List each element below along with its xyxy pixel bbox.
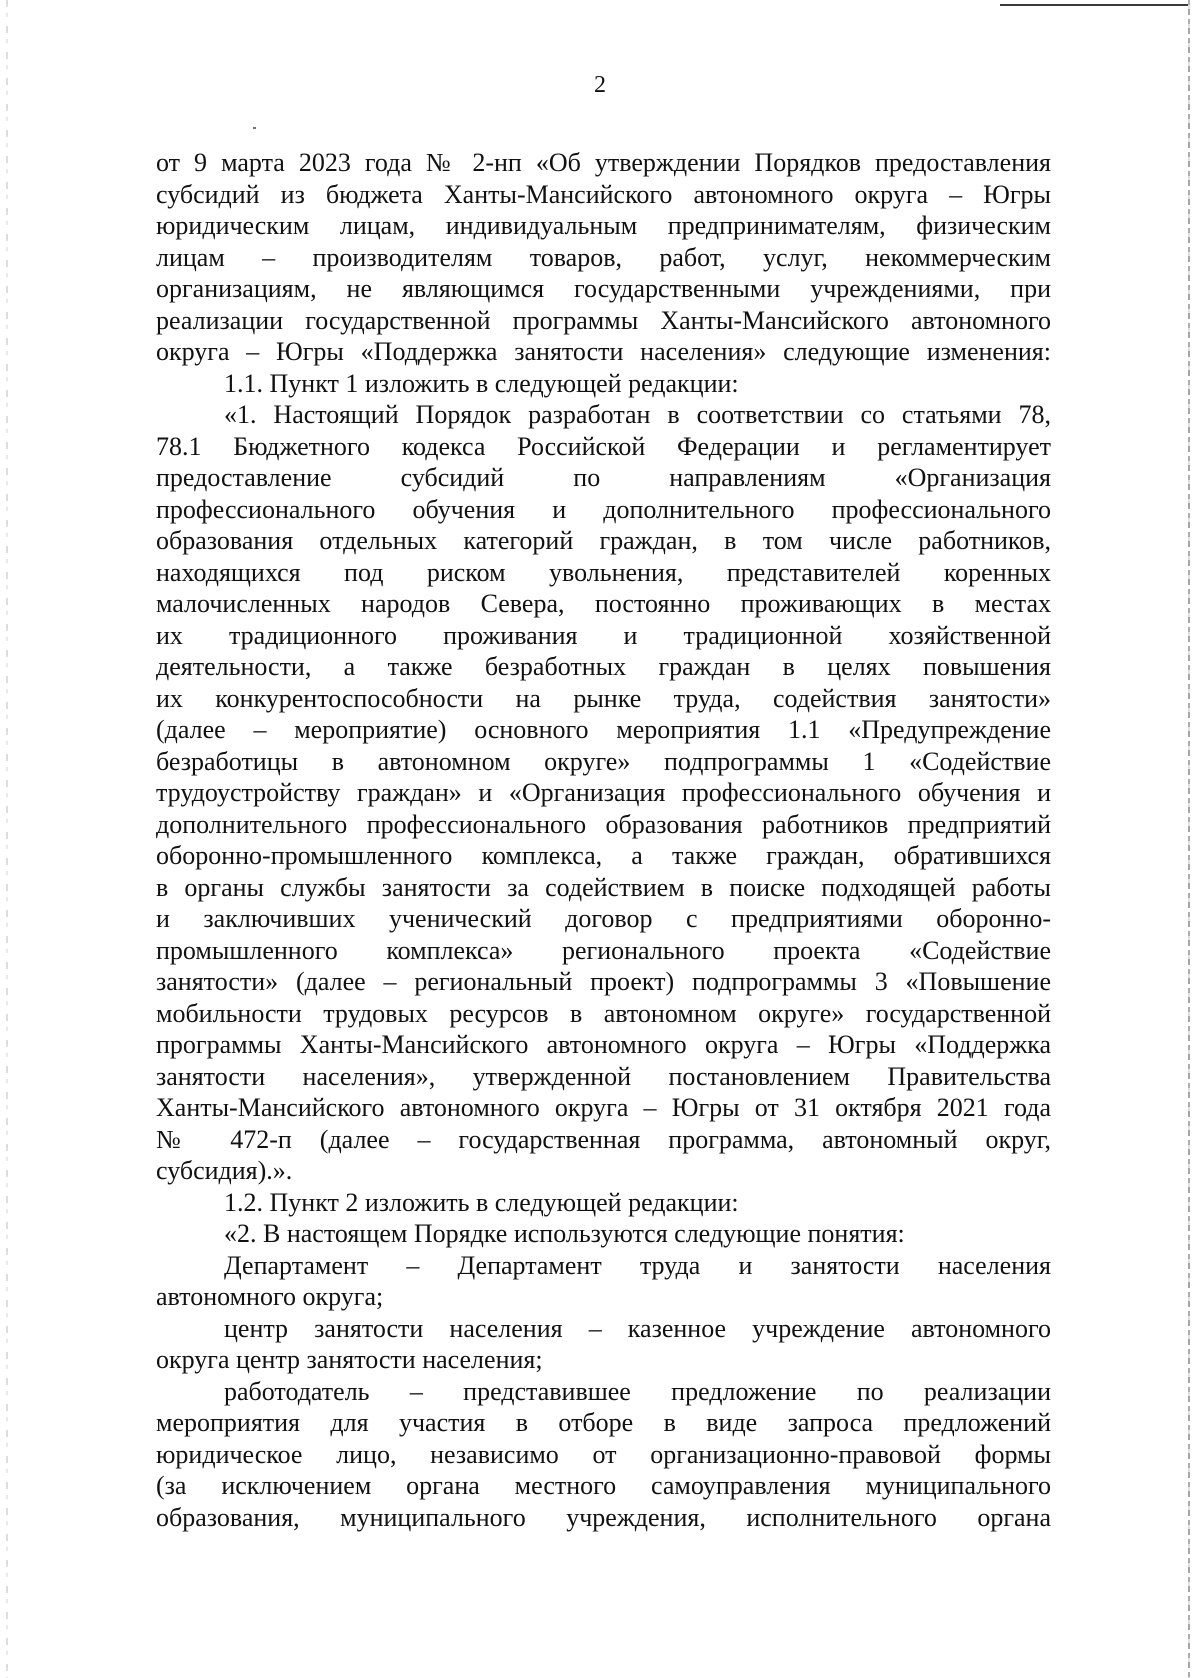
text-line: лицам – производителям товаров, работ, услуг, некоммерческим: [156, 242, 1051, 272]
text-line: «1. Настоящий Порядок разработан в соответствии со статьями 78,: [224, 400, 1051, 429]
text-line: «2. В настоящем Порядке используются следующие понятия:: [224, 1219, 905, 1248]
text-line: организациям, не являющимся государственными учреждениями, при: [156, 274, 1051, 303]
text-line: (далее – мероприятие) основного мероприятия 1.1 «Предупреждение: [156, 715, 1051, 744]
text-line: и заключивших ученический договор с предприятиями оборонно-: [156, 904, 1051, 933]
text-line: программы Ханты-Мансийского автономного округа – Югры «Поддержка: [156, 1030, 1051, 1059]
scan-edge-left: [6, 0, 8, 1678]
text-line: центр занятости населения – казенное учреждение автономного: [224, 1313, 1051, 1343]
text-line: их традиционного проживания и традиционной хозяйственной: [156, 620, 1051, 650]
text-line: в органы службы занятости за содействием в поиске подходящей работы: [156, 872, 1051, 902]
text-line: Департамент – Департамент труда и занятости населения: [224, 1250, 1051, 1280]
text-line: юридическое лицо, независимо от организационно-правовой формы: [156, 1439, 1051, 1469]
text-line: безработицы в автономном округе» подпрограммы 1 «Содействие: [156, 746, 1051, 776]
text-line: занятости населения», утвержденной постановлением Правительства: [156, 1061, 1051, 1091]
text-line: находящихся под риском увольнения, представителей коренных: [156, 557, 1051, 587]
text-line: Ханты-Мансийского автономного округа – Югры от 31 октября 2021 года: [156, 1093, 1051, 1122]
text-line: 78.1 Бюджетного кодекса Российской Федерации и регламентирует: [156, 431, 1051, 461]
text-line: округа центр занятости населения;: [156, 1345, 543, 1374]
text-line: малочисленных народов Севера, постоянно проживающих в местах: [156, 589, 1051, 618]
text-line: округа – Югры «Поддержка занятости населения» следующие изменения:: [156, 337, 1051, 366]
text-line: от 9 марта 2023 года № 2-нп «Об утверждении Порядков предоставления: [156, 148, 1051, 177]
text-line: № 472-п (далее – государственная программа, автономный округ,: [156, 1124, 1051, 1154]
text-line: деятельности, а также безработных граждан в целях повышения: [156, 652, 1051, 681]
text-line: работодатель – представившее предложение по реализации: [224, 1376, 1051, 1406]
text-line: оборонно-промышленного комплекса, а также граждан, обратившихся: [156, 841, 1051, 870]
text-line: их конкурентоспособности на рынке труда, содействия занятости»: [156, 683, 1051, 713]
top-rule: [1000, 4, 1188, 6]
text-line: юридическим лицам, индивидуальным предпринимателям, физическим: [156, 211, 1051, 240]
text-line: предоставление субсидий по направлениям «Организация: [156, 463, 1051, 492]
text-line: дополнительного профессионального образования работников предприятий: [156, 809, 1051, 839]
text-line: образования, муниципального учреждения, исполнительного органа: [156, 1502, 1051, 1532]
scan-speck: [253, 127, 256, 129]
scan-edge-right: [1188, 0, 1190, 1678]
text-line: занятости» (далее – региональный проект) подпрограммы 3 «Повышение: [156, 967, 1051, 996]
text-line: мероприятия для участия в отборе в виде запроса предложений: [156, 1408, 1051, 1437]
text-line: субсидия).».: [156, 1156, 293, 1185]
text-line: автономного округа;: [156, 1282, 384, 1311]
text-line: (за исключением органа местного самоуправления муниципального: [156, 1471, 1051, 1500]
text-line: 1.1. Пункт 1 изложить в следующей редакции:: [224, 368, 739, 398]
text-line: реализации государственной программы Ханты-Мансийского автономного: [156, 305, 1051, 335]
text-line: профессионального обучения и дополнительного профессионального: [156, 494, 1051, 524]
document-body: [156, 147, 1051, 1533]
text-line: образования отдельных категорий граждан, в том числе работников,: [156, 526, 1051, 555]
text-line: промышленного комплекса» регионального проекта «Содействие: [156, 935, 1051, 965]
text-line: трудоустройству граждан» и «Организация профессионального обучения и: [156, 778, 1051, 807]
text-line: субсидий из бюджета Ханты-Мансийского автономного округа – Югры: [156, 179, 1051, 209]
page-number: 2: [594, 72, 606, 98]
text-line: мобильности трудовых ресурсов в автономном округе» государственной: [156, 998, 1051, 1028]
text-line: 1.2. Пункт 2 изложить в следующей редакции:: [224, 1187, 739, 1217]
